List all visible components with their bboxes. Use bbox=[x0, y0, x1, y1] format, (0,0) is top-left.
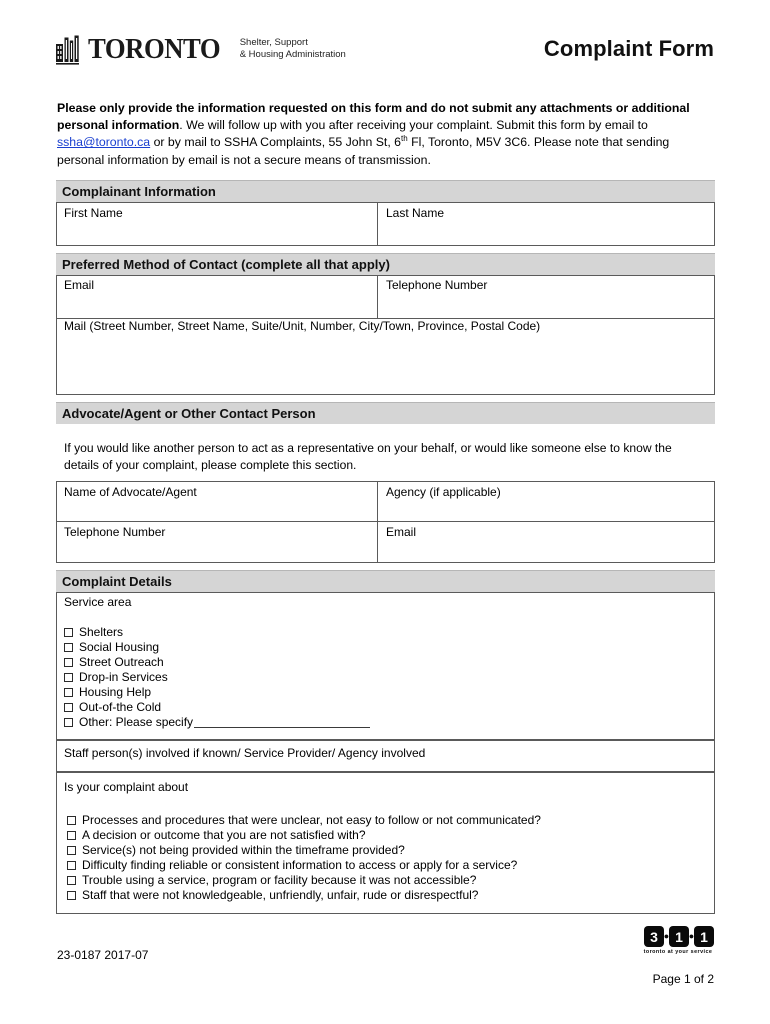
checkbox-row-service-timeframe[interactable] bbox=[67, 843, 405, 857]
last-name-label: Last Name bbox=[386, 206, 445, 220]
advocate-agency-label: Agency (if applicable) bbox=[386, 485, 501, 499]
checkbox-icon[interactable] bbox=[67, 861, 76, 870]
checkbox-row-staff-conduct[interactable] bbox=[67, 888, 478, 902]
first-name-label: First Name bbox=[64, 206, 123, 220]
ordinal-suffix: th bbox=[401, 134, 408, 144]
checkbox-icon[interactable] bbox=[64, 688, 73, 697]
logo-311-separator-icon: ● bbox=[663, 931, 670, 941]
logo-311-digit: 1 bbox=[669, 926, 689, 947]
logo-311-digits bbox=[642, 926, 714, 947]
column-divider bbox=[377, 482, 378, 562]
checkbox-row-drop-in-services[interactable] bbox=[64, 670, 168, 684]
checkbox-row-decision-outcome[interactable] bbox=[67, 828, 366, 842]
contact-email-label: Email bbox=[64, 278, 95, 292]
intro-bold-text: Please only provide the information requested on this form and do not submit any attachments or additional personal information bbox=[57, 101, 690, 133]
checkbox-icon[interactable] bbox=[64, 658, 73, 667]
checkbox-icon[interactable] bbox=[64, 718, 73, 727]
toronto-wordmark: TORONTO bbox=[88, 33, 221, 65]
checkbox-row-accessibility[interactable] bbox=[67, 873, 476, 887]
checkbox-icon[interactable] bbox=[67, 816, 76, 825]
checkbox-row-housing-help[interactable] bbox=[64, 685, 151, 699]
intro-text-after-bold: . We will follow up with you after receiving your complaint. Submit this form by email to bbox=[179, 118, 648, 133]
column-divider bbox=[377, 203, 378, 245]
logo-311-digit: 3 bbox=[644, 926, 664, 947]
checkbox-label: Trouble using a service, program or facility because it was not accessible? bbox=[82, 873, 477, 887]
checkbox-row-difficulty-information[interactable] bbox=[67, 858, 517, 872]
advocate-email-label: Email bbox=[386, 525, 417, 539]
column-divider bbox=[377, 276, 378, 318]
form-code: 23-0187 2017-07 bbox=[57, 948, 149, 962]
checkbox-label: Drop-in Services bbox=[79, 670, 168, 684]
section-header-advocate: Advocate/Agent or Other Contact Person bbox=[56, 402, 715, 424]
toronto-logo bbox=[56, 34, 346, 64]
row-divider bbox=[57, 521, 714, 522]
checkbox-icon[interactable] bbox=[64, 643, 73, 652]
logo-311-digit: 1 bbox=[694, 926, 714, 947]
section-header-complainant: Complainant Information bbox=[56, 180, 715, 202]
checkbox-icon[interactable] bbox=[67, 846, 76, 855]
logo-311 bbox=[642, 926, 714, 955]
page-header bbox=[56, 30, 714, 82]
ssha-email-link[interactable]: ssha@toronto.ca bbox=[57, 135, 151, 150]
contact-mail-label: Mail (Street Number, Street Name, Suite/Unit, Number, City/Town, Province, Postal Code) bbox=[64, 319, 541, 333]
checkbox-icon[interactable] bbox=[67, 891, 76, 900]
intro-text-after-link-2: Fl, Toronto, M5V 3C6. Please note that sending personal information by email is not a secure means of transmission. bbox=[57, 135, 670, 167]
checkbox-label: Street Outreach bbox=[79, 655, 164, 669]
checkbox-row-street-outreach[interactable] bbox=[64, 655, 164, 669]
intro-text-after-link-1: or by mail to SSHA Complaints, 55 John St, 6 bbox=[150, 135, 401, 150]
checkbox-row-other[interactable] bbox=[64, 715, 370, 729]
other-specify-input[interactable] bbox=[194, 716, 370, 728]
checkbox-icon[interactable] bbox=[67, 876, 76, 885]
checkbox-label: Shelters bbox=[79, 625, 124, 639]
page-title: Complaint Form bbox=[543, 36, 714, 61]
checkbox-icon[interactable] bbox=[64, 673, 73, 682]
advocate-name-label: Name of Advocate/Agent bbox=[64, 485, 197, 499]
department-line-2: & Housing Administration bbox=[239, 48, 346, 60]
service-area-label: Service area bbox=[64, 595, 132, 609]
checkbox-label: Social Housing bbox=[79, 640, 160, 654]
checkbox-label: Processes and procedures that were unclear, not easy to follow or not communicated? bbox=[82, 813, 541, 827]
checkbox-icon[interactable] bbox=[67, 831, 76, 840]
checkbox-label: Housing Help bbox=[79, 685, 152, 699]
checkbox-label: Staff that were not knowledgeable, unfriendly, unfair, rude or disrespectful? bbox=[82, 888, 479, 902]
section-header-contact: Preferred Method of Contact (complete all that apply) bbox=[56, 253, 715, 275]
checkbox-label: Out-of-the Cold bbox=[79, 700, 162, 714]
checkbox-row-shelters[interactable] bbox=[64, 625, 123, 639]
advocate-note: If you would like another person to act as a representative on your behalf, or would like someone else to know the details of your complaint, please complete this section. bbox=[64, 441, 672, 472]
checkbox-label: Other: Please specify bbox=[79, 715, 194, 729]
checkbox-row-processes-procedures[interactable] bbox=[67, 813, 541, 827]
logo-311-tagline: toronto at your service bbox=[643, 949, 713, 955]
toronto-building-icon bbox=[56, 35, 84, 65]
checkbox-icon[interactable] bbox=[64, 628, 73, 637]
intro-paragraph bbox=[57, 100, 709, 169]
checkbox-row-out-of-the-cold[interactable] bbox=[64, 700, 161, 714]
department-name bbox=[240, 34, 346, 60]
checkbox-row-social-housing[interactable] bbox=[64, 640, 159, 654]
checkbox-label: Service(s) not being provided within the timeframe provided? bbox=[82, 843, 405, 857]
department-line-1: Shelter, Support bbox=[239, 37, 308, 48]
checkbox-label: A decision or outcome that you are not satisfied with? bbox=[82, 828, 366, 842]
complaint-about-label: Is your complaint about bbox=[64, 780, 189, 794]
contact-telephone-label: Telephone Number bbox=[386, 278, 488, 292]
section-header-details: Complaint Details bbox=[56, 570, 715, 592]
staff-involved-label: Staff person(s) involved if known/ Service Provider/ Agency involved bbox=[64, 746, 426, 760]
advocate-telephone-label: Telephone Number bbox=[64, 525, 166, 539]
checkbox-label: Difficulty finding reliable or consistent information to access or apply for a service? bbox=[82, 858, 518, 872]
page-number: Page 1 of 2 bbox=[652, 972, 714, 986]
checkbox-icon[interactable] bbox=[64, 703, 73, 712]
logo-311-separator-icon: ● bbox=[688, 931, 695, 941]
